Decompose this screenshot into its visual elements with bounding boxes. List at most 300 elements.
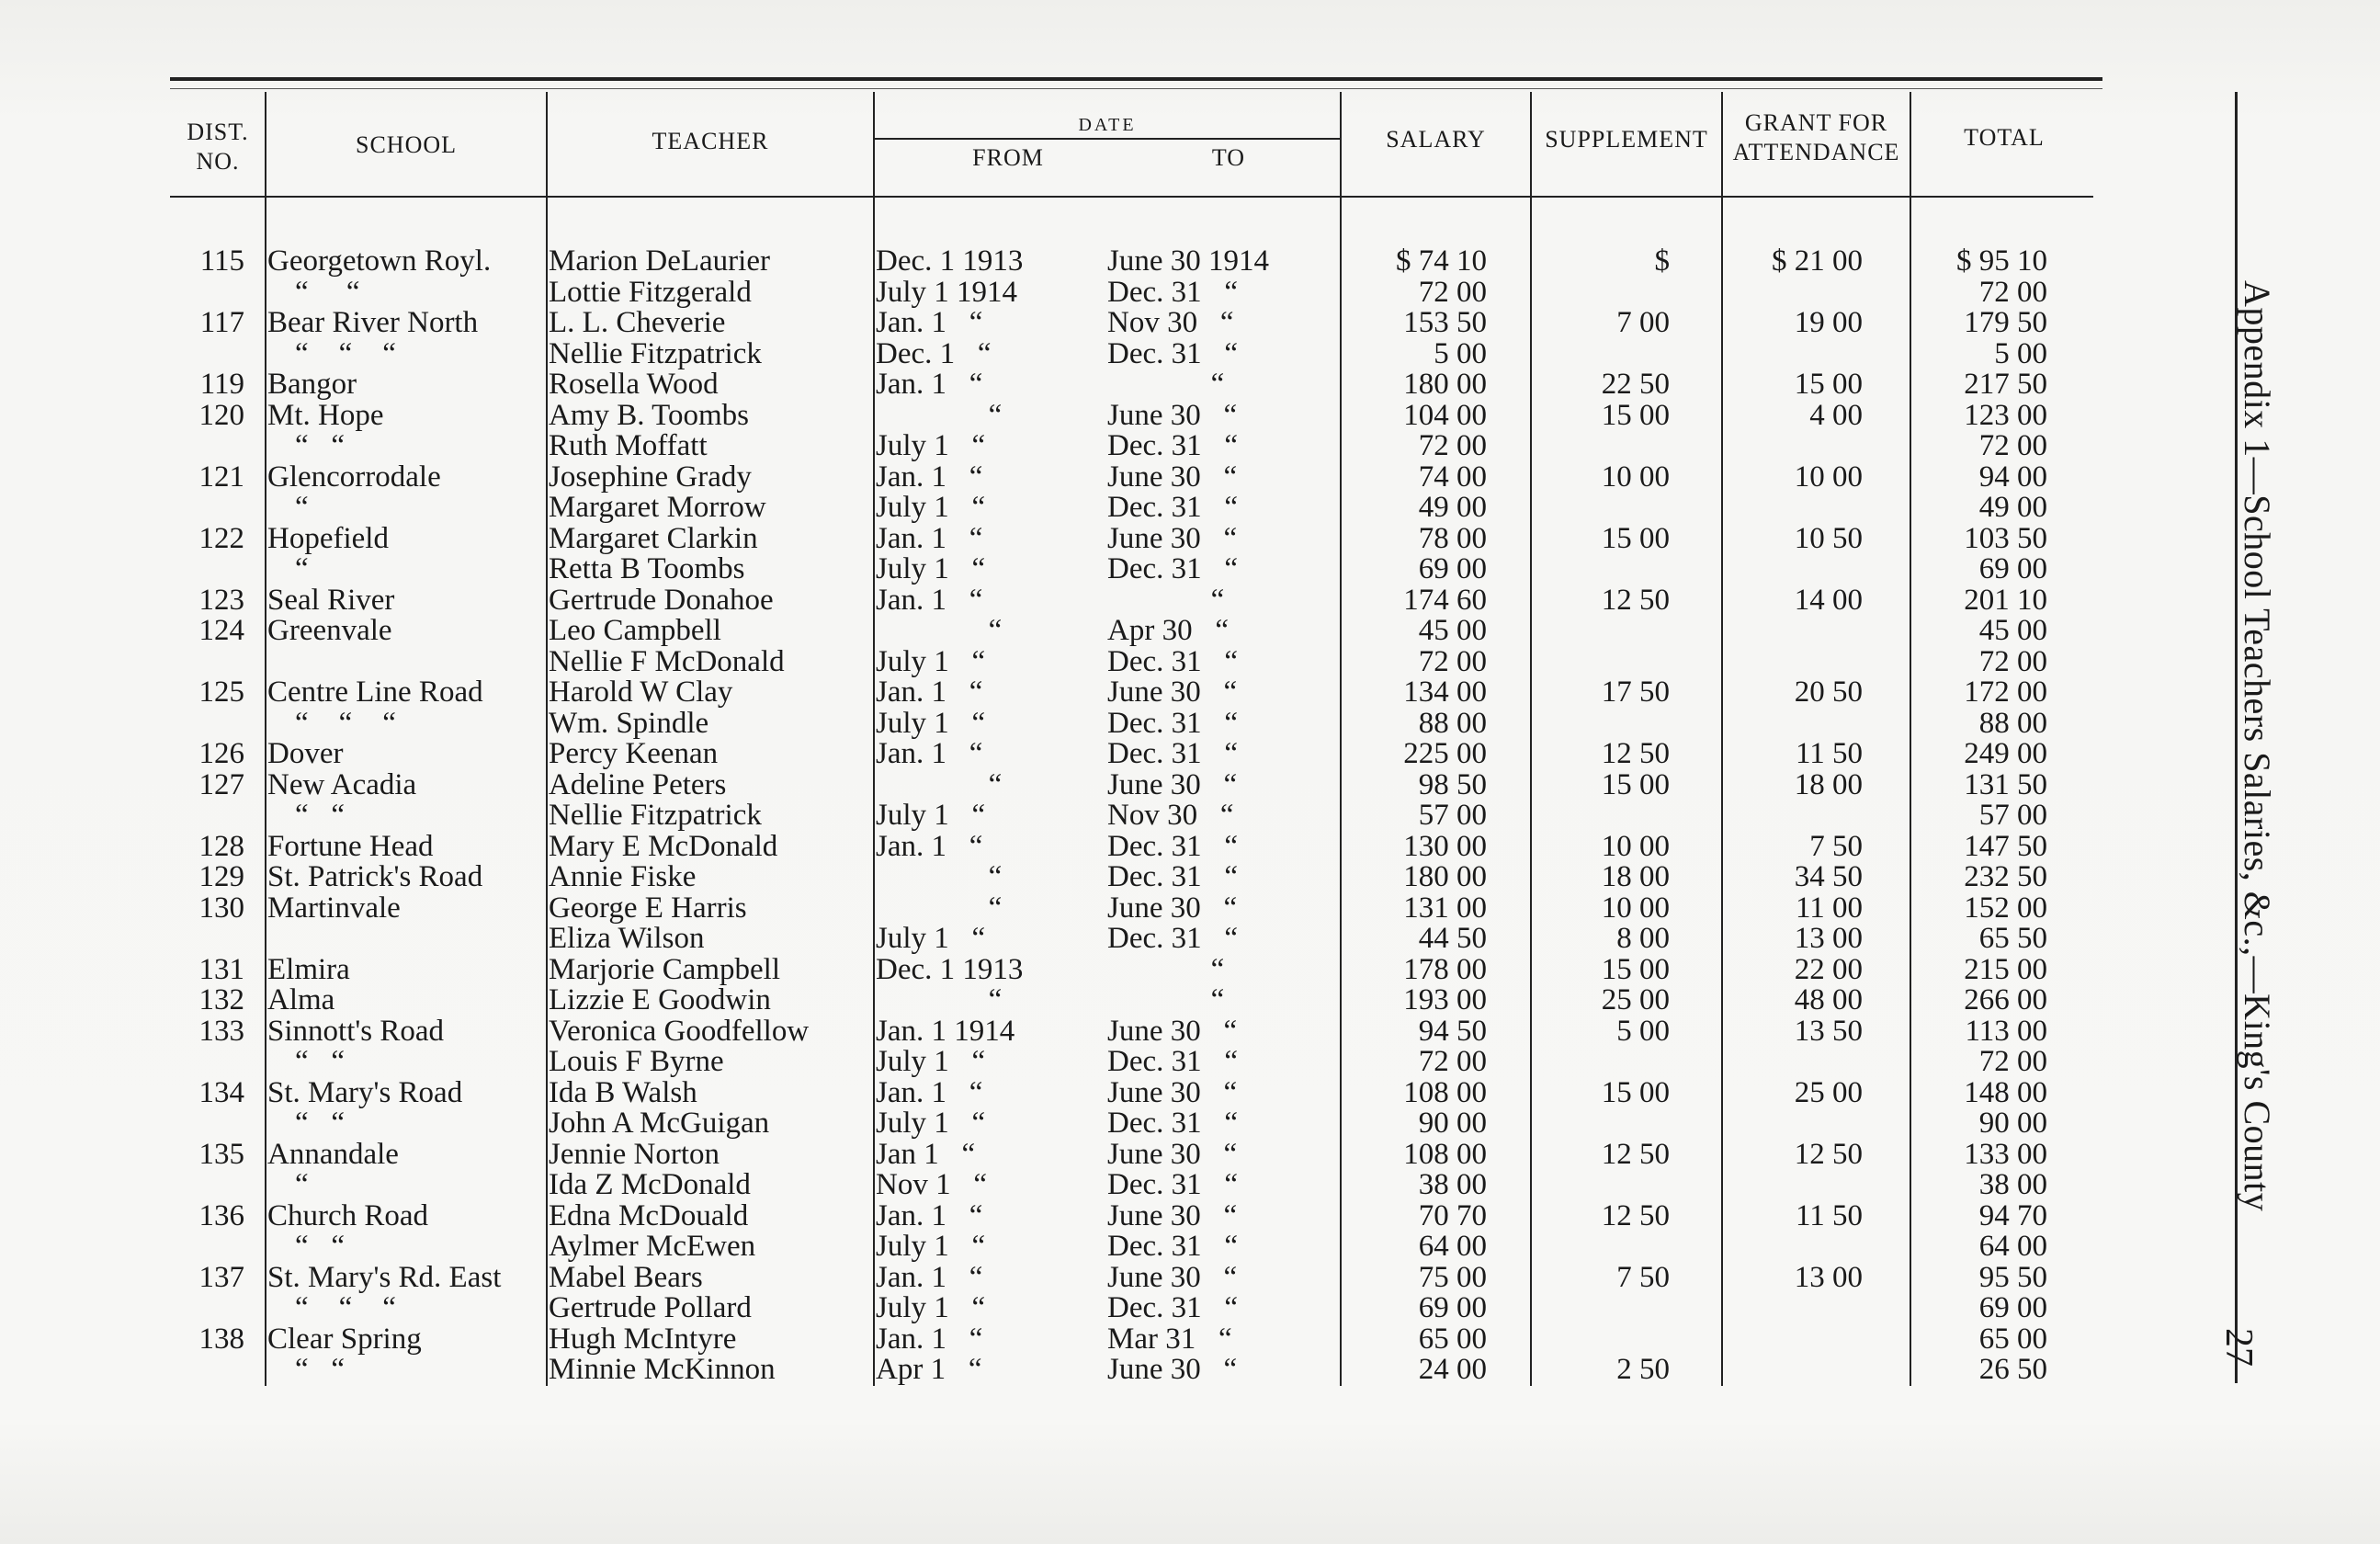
cell-salary: 130 00	[1403, 829, 1487, 863]
cell-salary: 98 50	[1418, 767, 1487, 801]
cell-supplement: 15 00	[1601, 398, 1670, 432]
cell-salary: 180 00	[1403, 860, 1487, 893]
cell-date-from: Nov 1 “	[876, 1168, 987, 1201]
cell-date-from: July 1 “	[876, 706, 986, 740]
cell-school: Mt. Hope	[267, 398, 384, 432]
cell-date-from: Jan. 1 “	[876, 1322, 983, 1356]
cell-total: 94 70	[1978, 1198, 2047, 1232]
cell-teacher: Nellie Fitzpatrick	[549, 799, 762, 832]
cell-teacher: Mabel Bears	[549, 1260, 703, 1294]
cell-date-from: Jan. 1 “	[876, 583, 983, 617]
cell-date-to: Dec. 31 “	[1107, 829, 1239, 863]
cell-date-to: Dec. 31 “	[1107, 1291, 1239, 1324]
cell-total: 133 00	[1964, 1137, 2047, 1171]
cell-salary: 180 00	[1403, 368, 1487, 401]
cell-date-to: June 30 “	[1107, 1260, 1238, 1294]
cell-school: Alma	[267, 983, 335, 1016]
cell-salary: 72 00	[1418, 429, 1487, 462]
cell-date-from: Jan. 1 “	[876, 829, 983, 863]
cell-salary: 45 00	[1418, 614, 1487, 647]
cell-total: 148 00	[1964, 1075, 2047, 1109]
cell-date-to: June 30 “	[1107, 676, 1238, 709]
cell-total: 217 50	[1964, 368, 2047, 401]
cell-date-from: July 1 “	[876, 429, 986, 462]
cell-school: “ “ “	[295, 1291, 396, 1324]
cell-supplement: 15 00	[1601, 521, 1670, 555]
cell-school: “ “ “	[295, 336, 396, 370]
cell-teacher: Ida B Walsh	[549, 1075, 697, 1109]
cell-date-from: Dec. 1 1913	[876, 244, 1024, 278]
cell-dist-no: 133	[198, 1014, 244, 1048]
cell-grant: 48 00	[1794, 983, 1863, 1016]
header-bottom-rule	[170, 196, 2093, 198]
cell-teacher: L. L. Cheverie	[549, 306, 726, 339]
cell-total: 90 00	[1978, 1107, 2047, 1140]
cell-date-from: July 1 1914	[876, 275, 1018, 309]
cell-salary: $ 74 10	[1396, 244, 1487, 278]
cell-total: 179 50	[1964, 306, 2047, 339]
cell-total: 113 00	[1965, 1014, 2047, 1048]
cell-supplement: 12 50	[1601, 1137, 1670, 1171]
cell-grant: 10 50	[1794, 521, 1863, 555]
cell-date-to: June 30 “	[1107, 767, 1238, 801]
cell-date-from: Jan. 1 “	[876, 306, 983, 339]
cell-salary: 75 00	[1418, 1260, 1487, 1294]
cell-grant: 10 00	[1794, 460, 1863, 494]
cell-salary: 174 60	[1403, 583, 1487, 617]
cell-school: Fortune Head	[267, 829, 434, 863]
cell-school: Greenvale	[267, 614, 392, 647]
cell-total: 38 00	[1978, 1168, 2047, 1201]
cell-salary: 153 50	[1403, 306, 1487, 339]
cell-salary: 178 00	[1403, 952, 1487, 986]
cell-date-to: Dec. 31 “	[1107, 860, 1239, 893]
cell-date-from: Dec. 1 1913	[876, 952, 1024, 986]
cell-teacher: Gertrude Donahoe	[549, 583, 774, 617]
cell-dist-no: 136	[198, 1198, 244, 1232]
cell-teacher: Gertrude Pollard	[549, 1291, 752, 1324]
cell-date-to: Dec. 31 “	[1107, 706, 1239, 740]
cell-date-from: July 1 “	[876, 1045, 986, 1078]
cell-grant: 12 50	[1794, 1137, 1863, 1171]
header-date-from: FROM	[972, 144, 1044, 171]
cell-grant: 25 00	[1794, 1075, 1863, 1109]
cell-supplement: 22 50	[1601, 368, 1670, 401]
cell-salary: 69 00	[1418, 552, 1487, 585]
cell-school: “	[295, 552, 309, 585]
cell-total: 26 50	[1978, 1353, 2047, 1386]
cell-total: 65 00	[1978, 1322, 2047, 1356]
cell-teacher: Louis F Byrne	[549, 1045, 724, 1078]
cell-salary: 72 00	[1418, 275, 1487, 309]
cell-teacher: Adeline Peters	[549, 767, 727, 801]
cell-grant: 13 00	[1794, 1260, 1863, 1294]
cell-date-from: Jan. 1 “	[876, 460, 983, 494]
cell-teacher: Lottie Fitzgerald	[549, 275, 752, 309]
cell-date-from: July 1 “	[876, 1291, 986, 1324]
cell-school: Dover	[267, 737, 344, 770]
cell-date-from: “	[988, 398, 1003, 432]
top-rule	[170, 77, 2102, 81]
cell-date-to: June 30 “	[1107, 1137, 1238, 1171]
cell-date-to: “	[1210, 952, 1225, 986]
cell-dist-no: 137	[198, 1260, 244, 1294]
cell-date-from: July 1 “	[876, 922, 986, 955]
cell-dist-no: 131	[198, 952, 244, 986]
cell-grant: 7 50	[1809, 829, 1863, 863]
cell-total: 95 50	[1978, 1260, 2047, 1294]
cell-date-to: Dec. 31 “	[1107, 1230, 1239, 1263]
cell-total: 72 00	[1978, 429, 2047, 462]
cell-teacher: Percy Keenan	[549, 737, 719, 770]
cell-salary: 104 00	[1403, 398, 1487, 432]
cell-teacher: Nellie F McDonald	[549, 644, 785, 678]
cell-dist-no: 135	[198, 1137, 244, 1171]
cell-total: 266 00	[1964, 983, 2047, 1016]
cell-total: 123 00	[1964, 398, 2047, 432]
cell-total: 131 50	[1964, 767, 2047, 801]
cell-date-to: Dec. 31 “	[1107, 1107, 1239, 1140]
cell-grant: 15 00	[1794, 368, 1863, 401]
cell-teacher: Mary E McDonald	[549, 829, 778, 863]
cell-teacher: Veronica Goodfellow	[549, 1014, 810, 1048]
cell-grant: 34 50	[1794, 860, 1863, 893]
cell-supplement: 25 00	[1601, 983, 1670, 1016]
cell-salary: 38 00	[1418, 1168, 1487, 1201]
cell-date-from: Dec. 1 “	[876, 336, 992, 370]
cell-school: “	[295, 491, 309, 524]
cell-dist-no: 134	[198, 1075, 244, 1109]
cell-date-to: June 30 “	[1107, 1075, 1238, 1109]
cell-salary: 44 50	[1418, 922, 1487, 955]
cell-supplement: 12 50	[1601, 1198, 1670, 1232]
cell-date-from: “	[988, 614, 1003, 647]
cell-date-to: Dec. 31 “	[1107, 1045, 1239, 1078]
cell-teacher: Marjorie Campbell	[549, 952, 781, 986]
cell-school: Bangor	[267, 368, 357, 401]
cell-date-to: June 30 1914	[1107, 244, 1269, 278]
cell-teacher: John A McGuigan	[549, 1107, 770, 1140]
cell-dist-no: 130	[198, 891, 244, 925]
cell-salary: 72 00	[1418, 644, 1487, 678]
cell-grant: 20 50	[1794, 676, 1863, 709]
cell-total: 172 00	[1964, 676, 2047, 709]
cell-total: 69 00	[1978, 1291, 2047, 1324]
cell-date-from: “	[988, 860, 1003, 893]
cell-school: St. Patrick's Road	[267, 860, 483, 893]
cell-school: “ “ “	[295, 706, 396, 740]
cell-school: “ “	[295, 275, 360, 309]
cell-dist-no: 138	[198, 1322, 244, 1356]
cell-dist-no: 122	[198, 521, 244, 555]
cell-dist-no: 125	[198, 676, 244, 709]
cell-date-from: Jan. 1 “	[876, 1260, 983, 1294]
cell-supplement: 8 00	[1616, 922, 1670, 955]
cell-supplement: 15 00	[1601, 952, 1670, 986]
cell-school: Martinvale	[267, 891, 401, 925]
cell-school: Elmira	[267, 952, 350, 986]
cell-salary: 69 00	[1418, 1291, 1487, 1324]
cell-dist-no: 132	[198, 983, 244, 1016]
cell-date-to: “	[1210, 983, 1225, 1016]
cell-grant: 18 00	[1794, 767, 1863, 801]
cell-supplement: 5 00	[1616, 1014, 1670, 1048]
cell-teacher: Edna McDouald	[549, 1198, 749, 1232]
cell-date-to: Nov 30 “	[1107, 306, 1234, 339]
cell-teacher: Margaret Morrow	[549, 491, 766, 524]
cell-total: 45 00	[1978, 614, 2047, 647]
cell-school: “ “	[295, 799, 346, 832]
cell-teacher: Lizzie E Goodwin	[549, 983, 771, 1016]
cell-salary: 225 00	[1403, 737, 1487, 770]
cell-school: Centre Line Road	[267, 676, 483, 709]
cell-date-from: July 1 “	[876, 644, 986, 678]
cell-date-to: June 30 “	[1107, 521, 1238, 555]
col-divider-3	[873, 92, 875, 1386]
cell-school: “	[295, 1168, 309, 1201]
cell-school: Clear Spring	[267, 1322, 422, 1356]
cell-supplement: $	[1654, 244, 1670, 278]
cell-school: Church Road	[267, 1198, 429, 1232]
cell-salary: 70 70	[1418, 1198, 1487, 1232]
cell-school: Hopefield	[267, 521, 389, 555]
cell-date-to: Dec. 31 “	[1107, 336, 1239, 370]
cell-date-to: Apr 30 “	[1107, 614, 1229, 647]
cell-date-to: Dec. 31 “	[1107, 429, 1239, 462]
cell-date-to: “	[1210, 583, 1225, 617]
cell-salary: 134 00	[1403, 676, 1487, 709]
cell-date-to: June 30 “	[1107, 1198, 1238, 1232]
cell-dist-no: 121	[198, 460, 244, 494]
cell-salary: 72 00	[1418, 1045, 1487, 1078]
header-grant-for-attendance: GRANT FOR ATTENDANCE	[1732, 109, 1900, 165]
cell-total: 5 00	[1994, 336, 2047, 370]
header-date: DATE	[1078, 115, 1137, 135]
cell-date-from: Jan. 1 “	[876, 737, 983, 770]
cell-teacher: Harold W Clay	[549, 676, 733, 709]
cell-salary: 108 00	[1403, 1137, 1487, 1171]
cell-date-from: Jan. 1 “	[876, 676, 983, 709]
cell-date-to: June 30 “	[1107, 891, 1238, 925]
cell-teacher: Retta B Toombs	[549, 552, 745, 585]
cell-date-to: Dec. 31 “	[1107, 922, 1239, 955]
cell-total: 72 00	[1978, 1045, 2047, 1078]
cell-supplement: 15 00	[1601, 767, 1670, 801]
header-date-to: TO	[1211, 144, 1246, 171]
cell-total: 232 50	[1964, 860, 2047, 893]
cell-date-from: Jan. 1 1914	[876, 1014, 1015, 1048]
cell-teacher: Eliza Wilson	[549, 922, 705, 955]
cell-total: 57 00	[1978, 799, 2047, 832]
cell-school: Seal River	[267, 583, 395, 617]
header-teacher: TEACHER	[652, 128, 769, 154]
cell-school: St. Mary's Rd. East	[267, 1260, 502, 1294]
cell-school: “ “	[295, 429, 346, 462]
cell-school: Sinnott's Road	[267, 1014, 445, 1048]
cell-supplement: 7 50	[1616, 1260, 1670, 1294]
cell-total: 103 50	[1964, 521, 2047, 555]
cell-school: “ “	[295, 1230, 346, 1263]
cell-salary: 94 50	[1418, 1014, 1487, 1048]
cell-school: St. Mary's Road	[267, 1075, 463, 1109]
page-number: 27	[2217, 1328, 2260, 1367]
cell-teacher: Rosella Wood	[549, 368, 719, 401]
cell-supplement: 10 00	[1601, 829, 1670, 863]
cell-dist-no: 119	[199, 368, 244, 401]
cell-date-from: Jan. 1 “	[876, 1198, 983, 1232]
cell-date-to: “	[1210, 368, 1225, 401]
cell-date-to: Dec. 31 “	[1107, 737, 1239, 770]
cell-school: Georgetown Royl.	[267, 244, 492, 278]
cell-dist-no: 123	[198, 583, 244, 617]
cell-total: 88 00	[1978, 706, 2047, 740]
cell-date-from: Jan. 1 “	[876, 521, 983, 555]
cell-total: 64 00	[1978, 1230, 2047, 1263]
cell-school: “ “	[295, 1107, 346, 1140]
cell-teacher: Ruth Moffatt	[549, 429, 708, 462]
header-total: TOTAL	[1964, 124, 2045, 151]
cell-date-to: June 30 “	[1107, 1353, 1238, 1386]
cell-date-from: “	[988, 983, 1003, 1016]
cell-teacher: Leo Campbell	[549, 614, 721, 647]
cell-supplement: 18 00	[1601, 860, 1670, 893]
cell-salary: 131 00	[1403, 891, 1487, 925]
cell-date-from: “	[988, 891, 1003, 925]
cell-grant: 11 00	[1795, 891, 1863, 925]
cell-teacher: Josephine Grady	[549, 460, 752, 494]
cell-date-to: Dec. 31 “	[1107, 552, 1239, 585]
cell-total: 72 00	[1978, 275, 2047, 309]
cell-date-from: “	[988, 767, 1003, 801]
cell-supplement: 10 00	[1601, 460, 1670, 494]
cell-total: 147 50	[1964, 829, 2047, 863]
cell-dist-no: 117	[199, 306, 244, 339]
cell-salary: 90 00	[1418, 1107, 1487, 1140]
header-dist-no: DIST. NO.	[187, 119, 249, 175]
cell-salary: 49 00	[1418, 491, 1487, 524]
cell-school: Glencorrodale	[267, 460, 441, 494]
cell-teacher: Marion DeLaurier	[549, 244, 770, 278]
cell-grant: 14 00	[1794, 583, 1863, 617]
side-title: Appendix 1—School Teachers Salaries, &c.,—King's County	[2237, 280, 2278, 1212]
cell-date-from: Apr 1 “	[876, 1353, 982, 1386]
cell-teacher: Jennie Norton	[549, 1137, 720, 1171]
cell-salary: 5 00	[1434, 336, 1487, 370]
cell-dist-no: 120	[198, 398, 244, 432]
cell-school: “ “	[295, 1353, 346, 1386]
top-rule-thin	[170, 88, 2102, 89]
cell-date-to: Dec. 31 “	[1107, 491, 1239, 524]
cell-date-to: June 30 “	[1107, 398, 1238, 432]
cell-dist-no: 129	[198, 860, 244, 893]
cell-date-from: Jan 1 “	[876, 1137, 976, 1171]
cell-date-to: Dec. 31 “	[1107, 275, 1239, 309]
cell-total: 215 00	[1964, 952, 2047, 986]
cell-total: 69 00	[1978, 552, 2047, 585]
cell-teacher: Wm. Spindle	[549, 706, 709, 740]
col-divider-1	[265, 92, 266, 1386]
header-supplement: SUPPLEMENT	[1545, 126, 1708, 153]
cell-date-from: July 1 “	[876, 799, 986, 832]
cell-grant: 11 50	[1795, 737, 1863, 770]
cell-supplement: 10 00	[1601, 891, 1670, 925]
cell-grant: 13 00	[1794, 922, 1863, 955]
cell-total: 49 00	[1978, 491, 2047, 524]
cell-total: 65 50	[1978, 922, 2047, 955]
cell-total: $ 95 10	[1956, 244, 2047, 278]
cell-teacher: George E Harris	[549, 891, 747, 925]
cell-total: 249 00	[1964, 737, 2047, 770]
cell-salary: 57 00	[1418, 799, 1487, 832]
cell-total: 72 00	[1978, 644, 2047, 678]
cell-school: “ “	[295, 1045, 346, 1078]
cell-date-from: July 1 “	[876, 491, 986, 524]
cell-total: 201 10	[1964, 583, 2047, 617]
header-school: SCHOOL	[355, 131, 457, 158]
cell-date-to: Nov 30 “	[1107, 799, 1234, 832]
cell-supplement: 12 50	[1601, 737, 1670, 770]
cell-teacher: Ida Z McDonald	[549, 1168, 751, 1201]
cell-date-from: July 1 “	[876, 552, 986, 585]
cell-date-to: Mar 31 “	[1107, 1322, 1232, 1356]
cell-salary: 65 00	[1418, 1322, 1487, 1356]
cell-teacher: Annie Fiske	[549, 860, 697, 893]
cell-grant: 11 50	[1795, 1198, 1863, 1232]
cell-salary: 74 00	[1418, 460, 1487, 494]
cell-date-from: Jan. 1 “	[876, 368, 983, 401]
cell-supplement: 17 50	[1601, 676, 1670, 709]
cell-date-to: Dec. 31 “	[1107, 1168, 1239, 1201]
cell-teacher: Hugh McIntyre	[549, 1322, 737, 1356]
cell-teacher: Nellie Fitzpatrick	[549, 336, 762, 370]
cell-dist-no: 115	[199, 244, 244, 278]
cell-teacher: Amy B. Toombs	[549, 398, 750, 432]
cell-dist-no: 128	[198, 829, 244, 863]
cell-supplement: 12 50	[1601, 583, 1670, 617]
cell-dist-no: 127	[198, 767, 244, 801]
cell-date-to: Dec. 31 “	[1107, 644, 1239, 678]
cell-supplement: 15 00	[1601, 1075, 1670, 1109]
cell-school: Bear River North	[267, 306, 479, 339]
header-salary: SALARY	[1386, 126, 1486, 153]
cell-dist-no: 126	[198, 737, 244, 770]
cell-salary: 193 00	[1403, 983, 1487, 1016]
cell-teacher: Minnie McKinnon	[549, 1353, 776, 1386]
cell-total: 152 00	[1964, 891, 2047, 925]
cell-teacher: Aylmer McEwen	[549, 1230, 756, 1263]
cell-salary: 78 00	[1418, 521, 1487, 555]
cell-grant: 22 00	[1794, 952, 1863, 986]
cell-salary: 24 00	[1418, 1353, 1487, 1386]
cell-date-to: June 30 “	[1107, 1014, 1238, 1048]
cell-supplement: 7 00	[1616, 306, 1670, 339]
cell-grant: 4 00	[1809, 398, 1863, 432]
cell-grant: 19 00	[1794, 306, 1863, 339]
cell-school: Annandale	[267, 1137, 399, 1171]
cell-school: New Acadia	[267, 767, 417, 801]
cell-grant: $ 21 00	[1772, 244, 1863, 278]
cell-salary: 108 00	[1403, 1075, 1487, 1109]
cell-salary: 64 00	[1418, 1230, 1487, 1263]
cell-grant: 13 50	[1794, 1014, 1863, 1048]
cell-date-from: Jan. 1 “	[876, 1075, 983, 1109]
cell-total: 94 00	[1978, 460, 2047, 494]
cell-date-to: June 30 “	[1107, 460, 1238, 494]
cell-date-from: July 1 “	[876, 1230, 986, 1263]
cell-date-from: July 1 “	[876, 1107, 986, 1140]
cell-teacher: Margaret Clarkin	[549, 521, 758, 555]
cell-salary: 88 00	[1418, 706, 1487, 740]
